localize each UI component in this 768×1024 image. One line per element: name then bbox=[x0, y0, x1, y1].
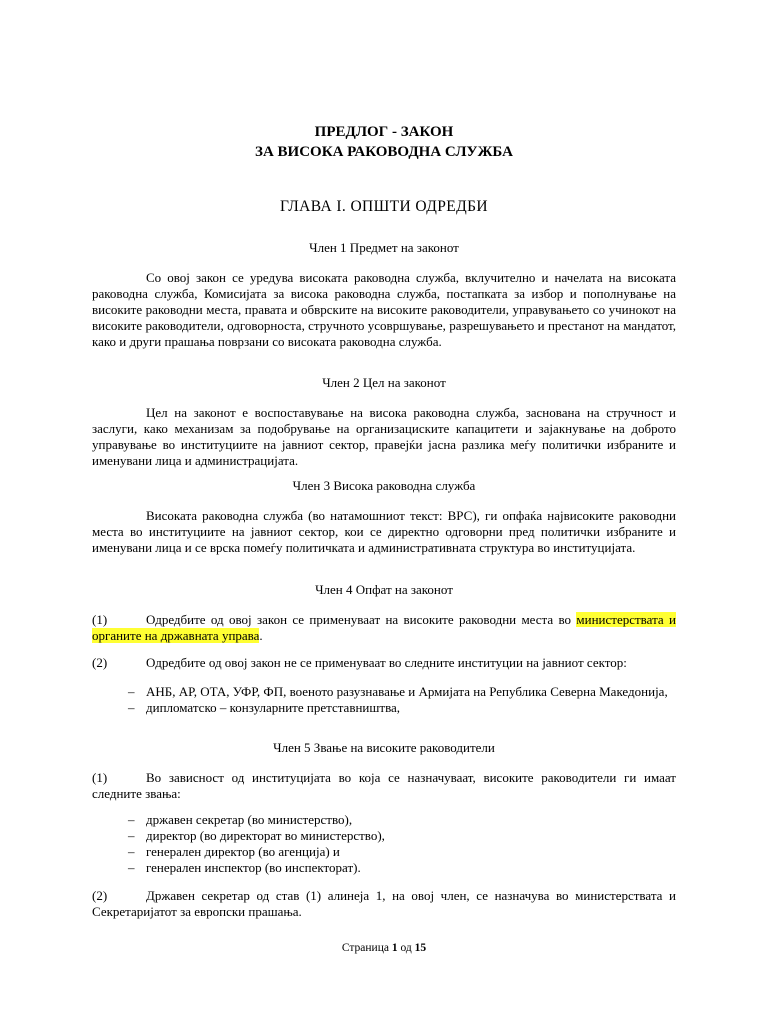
footer-page-label: Страница bbox=[341, 942, 389, 954]
list-item bbox=[128, 700, 676, 716]
list-item bbox=[128, 684, 676, 700]
list-item bbox=[128, 860, 676, 876]
article-4-paragraph-1 bbox=[92, 612, 676, 644]
article-2-text: Цел на законот е воспоставување на висока раководна служба, заснована на стручност и заслуги, како механизам за подобрување на организациските капацитети и зајакнување на доброто управување во институциите на јавниот сектор, правејќи јасна разлика меѓу политички избраните и именувани лица и администрацијата. bbox=[92, 405, 676, 468]
article-2-heading: Член 2 Цел на законот bbox=[322, 375, 446, 390]
article-1-text: Со овој закон се уредува високата раководна служба, вклучително и начелата на високата раководна служба, Комисијата за висока раководна служба, постапката за избор и пополнување на високите раководни места, правата и обврските на високите раководители, управувањето со учинокот на високите раководители, одговорноста, стручното усовршување, разрешувањето и престанот на мандатот, како и други прашања поврзани со високата раководна служба. bbox=[92, 270, 676, 349]
chapter-heading: ГЛАВА I. ОПШТИ ОДРЕДБИ bbox=[280, 198, 488, 215]
article-5-paragraph-2-number: (2) bbox=[92, 888, 108, 903]
bullet-dash: – bbox=[128, 860, 135, 875]
article-1-heading: Член 1 Предмет на законот bbox=[309, 240, 459, 255]
footer-separator: од bbox=[400, 942, 412, 954]
article-4-heading: Член 4 Опфат на законот bbox=[315, 582, 453, 597]
article-4-paragraph-2: Одредбите од овој закон не се применуваат во следните институции на јавниот сектор: bbox=[146, 655, 627, 670]
article-4-paragraph-1-number: (1) bbox=[92, 612, 108, 627]
article-5-paragraph-1-number: (1) bbox=[92, 770, 108, 785]
bullet-dash: – bbox=[128, 828, 135, 843]
list-item-text: генерален директор (во агенција) и bbox=[146, 844, 340, 859]
list-item bbox=[128, 828, 676, 844]
bullet-dash: – bbox=[128, 684, 135, 699]
bullet-dash: – bbox=[128, 844, 135, 859]
bullet-dash: – bbox=[128, 812, 135, 827]
bullet-dash: – bbox=[128, 700, 135, 715]
article-3-heading: Член 3 Висока раководна служба bbox=[292, 478, 476, 493]
article-3-text: Високата раководна служба (во натамошниот текст: ВРС), ги опфаќа највисоките раководни места во институциите на јавниот сектор, кои се директно одговорни пред политички избраните и именувани лица и се врска помеѓу политичката и административната структура во институцијата. bbox=[92, 508, 676, 555]
article-5-heading: Член 5 Звање на високите раководители bbox=[273, 740, 495, 755]
list-item-text: директор (во директорат во министерство), bbox=[146, 828, 385, 843]
list-item bbox=[128, 812, 676, 828]
article-4-paragraph-1-end: . bbox=[259, 628, 263, 643]
article-4-bullet-list bbox=[128, 684, 676, 716]
article-5-paragraph-2: Државен секретар од став (1) алинеја 1, на овој член, се назначува во министерствата и Секретаријатот за европски прашања. bbox=[92, 888, 676, 919]
list-item-text: дипломатско – конзуларните претставништва, bbox=[146, 700, 401, 715]
footer-total-pages: 15 bbox=[414, 942, 427, 954]
footer-current-page: 1 bbox=[391, 942, 398, 954]
document-title-line2: ЗА ВИСОКА РАКОВОДНА СЛУЖБА bbox=[255, 144, 513, 160]
highlighted-text: министерствата и органите на државната управа bbox=[92, 612, 676, 643]
list-item-text: АНБ, АР, ОТА, УФР, ФП, военото разузнавање и Армијата на Република Северна Македонија, bbox=[146, 684, 668, 699]
article-4-paragraph-1-text: Одредбите од овој закон се применуваат на високите раководни места во bbox=[146, 612, 577, 627]
article-5-paragraph-1: Во зависност од институцијата во која се назначуваат, високите раководители ги имаат следните звања: bbox=[92, 770, 676, 801]
list-item-text: генерален инспектор (во инспекторат). bbox=[146, 860, 361, 875]
document-title-line1: ПРЕДЛОГ - ЗАКОН bbox=[314, 124, 454, 140]
list-item bbox=[128, 844, 676, 860]
list-item-text: државен секретар (во министерство), bbox=[146, 812, 353, 827]
article-4-paragraph-2-number: (2) bbox=[92, 655, 108, 670]
article-5-bullet-list bbox=[128, 812, 676, 876]
page-footer bbox=[0, 942, 768, 954]
